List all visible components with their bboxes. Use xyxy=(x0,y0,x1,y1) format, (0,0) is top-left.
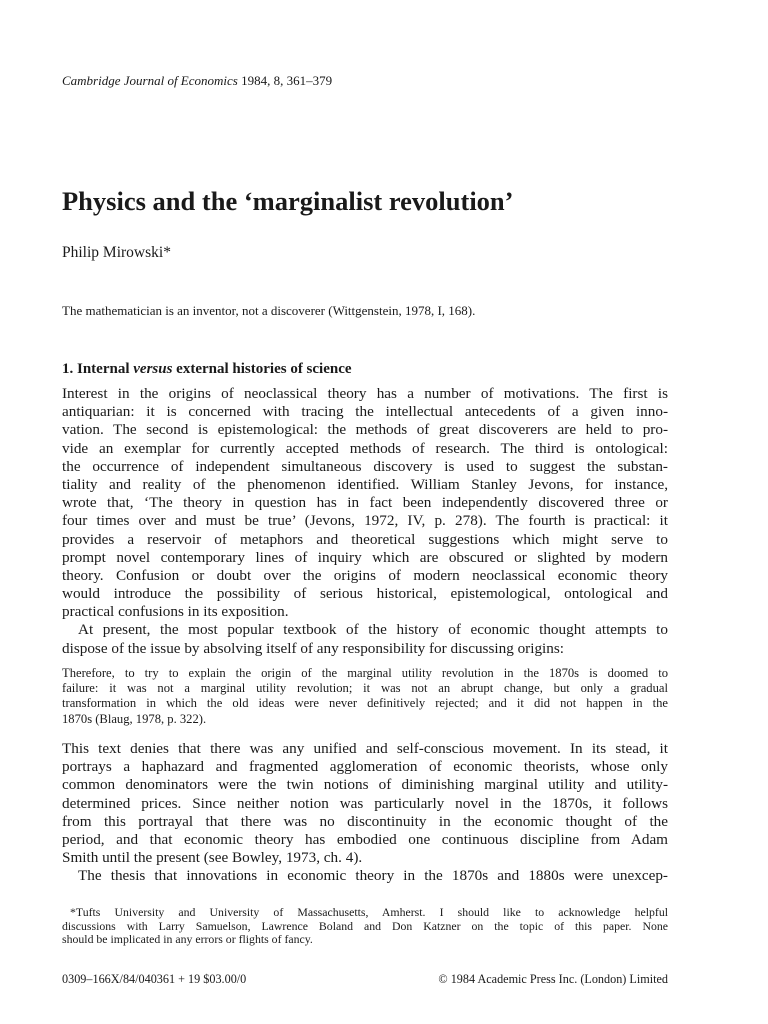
footnote-line: *Tufts University and University of Massachusetts, Amherst. I should like to acknowledge helpful xyxy=(70,905,668,919)
paragraph-line: wrote that, ‘The theory in question has in fact been independently discovered three or xyxy=(62,494,668,512)
section-heading-italic: versus xyxy=(133,361,173,377)
section-heading xyxy=(62,359,352,379)
paragraph-3 xyxy=(62,740,668,886)
paragraph-line: antiquarian: it is concerned with tracing the intellectual antecedents of a given inno- xyxy=(62,403,668,421)
paragraph-line: from this portrayal that there was no discontinuity in the economic thought of the xyxy=(62,812,668,830)
paragraph-line: tiality and reality of the phenomenon identified. William Stanley Jevons, for instance, xyxy=(62,475,668,493)
footnote-line: discussions with Larry Samuelson, Lawrence Boland and Don Katzner on the topic of this paper. None xyxy=(62,918,668,933)
paragraph-line: practical confusions in its exposition. xyxy=(62,603,289,621)
paragraph-line: Interest in the origins of neoclassical theory has a number of motivations. The first is xyxy=(62,385,668,402)
paragraph-1 xyxy=(62,385,668,658)
paragraph-line: vation. The second is epistemological: the methods of great discoverers are held to pro- xyxy=(62,421,668,439)
paragraph-line: Smith until the present (see Bowley, 1973, ch. 4). xyxy=(62,849,363,867)
footnote-line: should be implicated in any errors or flights of fancy. xyxy=(62,932,313,947)
paragraph-line: determined prices. Since neither notion was particularly novel in the 1870s, it follows xyxy=(62,794,668,812)
epigraph: The mathematician is an inventor, not a discoverer (Wittgenstein, 1978, I, 168). xyxy=(62,303,476,318)
copyright-notice: © 1984 Academic Press Inc. (London) Limited xyxy=(438,972,668,986)
quote-line: failure: it was not a marginal utility revolution; it was not an abrupt change, but only a gradual xyxy=(62,681,668,696)
block-quote xyxy=(62,666,668,727)
paragraph-line: prompt novel contemporary lines of inquiry which are obscured or slighted by modern xyxy=(62,548,668,566)
footnote xyxy=(62,906,668,947)
paragraph-line: would introduce the possibility of serious historical, epistemological, ontological and xyxy=(62,585,668,603)
section-heading-suffix: external histories of science xyxy=(172,361,352,377)
paragraph-line: This text denies that there was any unified and self-conscious movement. In its stead, it xyxy=(62,740,668,757)
paragraph-line: period, and that economic theory has embodied one continuous discipline from Adam xyxy=(62,830,668,848)
paragraph-line: dispose of the issue by absolving itself of any responsibility for discussing origins: xyxy=(62,639,564,657)
paragraph-line: At present, the most popular textbook of the history of economic thought attempts to xyxy=(78,621,668,639)
article-title: Physics and the ‘marginalist revolution’ xyxy=(62,186,514,216)
paragraph-line: theory. Confusion or doubt over the origins of modern neoclassical economic theory xyxy=(62,566,668,584)
issn-code: 0309–166X/84/040361 + 19 $03.00/0 xyxy=(62,972,247,986)
paragraph-line: portrays a haphazard and fragmented agglomeration of economic theorists, whose only xyxy=(62,758,668,776)
quote-line: Therefore, to try to explain the origin of the marginal utility revolution in the 1870s is doomed to xyxy=(62,666,668,680)
journal-name: Cambridge Journal of Economics xyxy=(62,73,238,88)
paragraph-line: The thesis that innovations in economic theory in the 1870s and 1880s were unexcep- xyxy=(78,867,668,885)
quote-line: transformation in which the old ideas were never definitively rejected; and it did not happen in the xyxy=(62,696,668,711)
paragraph-line: common denominators were the twin notions of diminishing marginal utility and utility- xyxy=(62,776,668,794)
paragraph-line: provides a reservoir of metaphors and theoretical suggestions which might serve to xyxy=(62,530,668,548)
paragraph-line: four times over and must be true’ (Jevons, 1972, IV, p. 278). The fourth is practical: it xyxy=(62,512,668,530)
journal-citation xyxy=(62,73,332,89)
paragraph-line: vide an exemplar for currently accepted methods of research. The third is ontological: xyxy=(62,439,668,457)
section-heading-prefix: 1. Internal xyxy=(62,361,134,377)
author-name: Philip Mirowski* xyxy=(62,244,171,261)
paragraph-line: the occurrence of independent simultaneous discovery is used to suggest the substan- xyxy=(62,457,668,475)
quote-line: 1870s (Blaug, 1978, p. 322). xyxy=(62,711,207,726)
journal-volume-pages: 1984, 8, 361–379 xyxy=(237,73,333,88)
